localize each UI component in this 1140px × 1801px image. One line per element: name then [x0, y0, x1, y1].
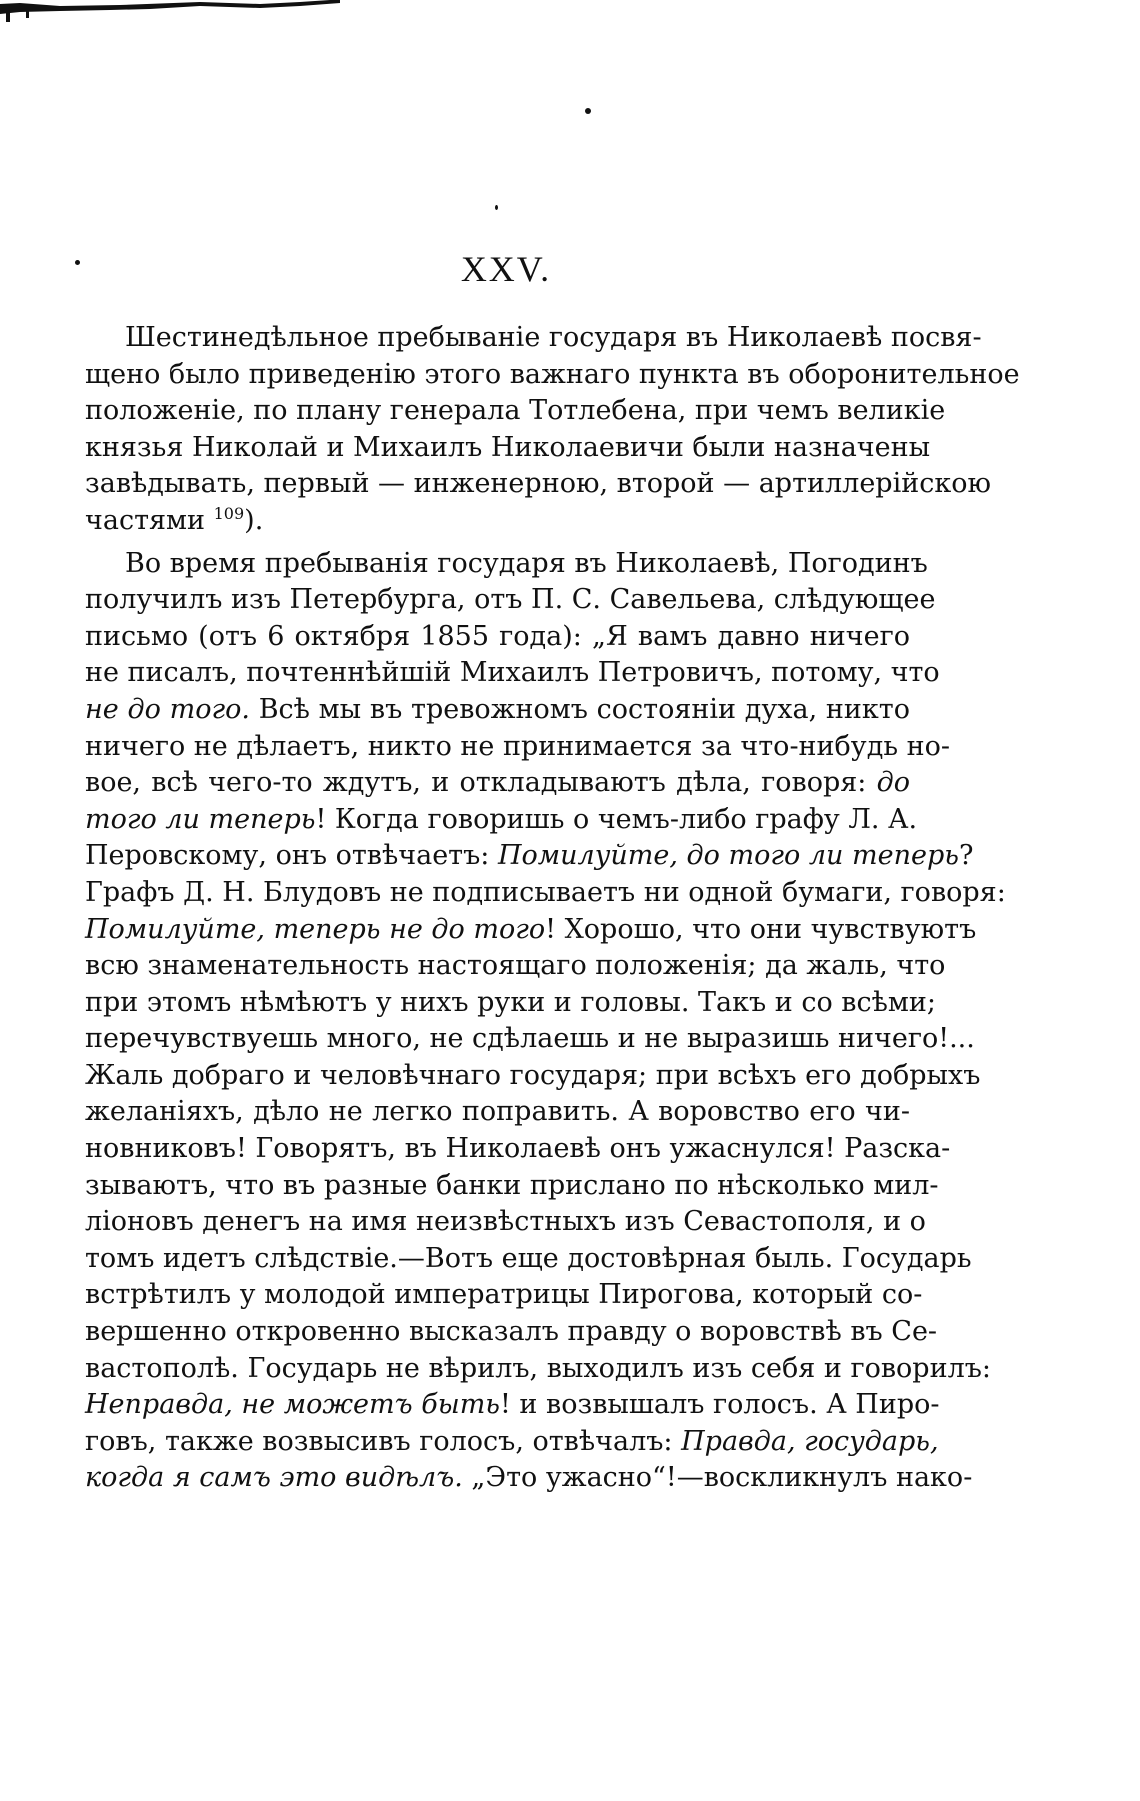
text-line [85, 1094, 910, 1131]
text-segment: вое, всѣ чего-то ждутъ, и откладываютъ дѣла, говоря: [85, 767, 877, 799]
text-segment: зываютъ, что въ разные банки прислано по нѣсколько мил- [85, 1169, 939, 1201]
emphasis-text: не до того. [85, 693, 250, 725]
chapter-heading: XXV. [460, 249, 552, 289]
text-segment: ). [244, 504, 264, 536]
text-segment: ничего не дѣлаетъ, никто не принимается за что-нибудь но- [85, 730, 950, 762]
text-line [85, 619, 910, 656]
text-segment: князья Николай и Михаилъ Николаевичи были назначены [85, 431, 931, 463]
paragraph [85, 546, 1006, 1497]
text-segment: новниковъ! Говорятъ, въ Николаевѣ онъ ужаснулся! Разска- [85, 1133, 951, 1165]
text-line [85, 655, 940, 692]
text-line [85, 1021, 975, 1058]
text-segment: всю знаменательность настоящаго положенія; да жаль, что [85, 950, 946, 982]
text-segment: говъ, также возвысивъ голосъ, отвѣчалъ: [85, 1425, 682, 1457]
text-segment: Графъ Д. Н. Блудовъ не подписываетъ ни одной бумаги, говоря: [85, 876, 1006, 908]
scan-speck [495, 205, 498, 210]
text-line [85, 1131, 951, 1168]
text-line [85, 1168, 939, 1205]
text-line [85, 1241, 972, 1278]
emphasis-text: Правда, государь, [681, 1425, 939, 1457]
text-segment: положеніе, по плану генерала Тотлебена, при чемъ великіе [85, 395, 946, 427]
text-segment: ! и возвышалъ голосъ. А Пиро- [500, 1389, 940, 1421]
text-line [85, 546, 928, 583]
text-line [85, 1387, 940, 1424]
text-segment: ? [958, 840, 974, 872]
text-line [85, 912, 977, 949]
text-segment: перечувствуешь много, не сдѣлаешь и не выразишь ничего!... [85, 1023, 975, 1055]
text-line [85, 875, 1006, 912]
text-segment: завѣдывать, первый — инженерною, второй — артиллерійскою [85, 468, 991, 500]
text-line [85, 357, 1020, 394]
text-segment: получилъ изъ Петербурга, отъ П. С. Савельева, слѣдующее [85, 584, 936, 616]
text-line [85, 1314, 938, 1351]
text-segment: Всѣ мы въ тревожномъ состояніи духа, никто [249, 693, 910, 725]
text-line [85, 1058, 981, 1095]
text-line [85, 1204, 926, 1241]
footnote-marker: 109 [213, 503, 245, 523]
text-line [85, 838, 974, 875]
text-line [85, 1277, 923, 1314]
text-line [85, 1351, 992, 1388]
text-line [85, 1460, 973, 1497]
text-segment: желаніяхъ, дѣло не легко поправить. А воровство его чи- [85, 1096, 910, 1128]
text-line [85, 466, 991, 503]
text-line [85, 985, 936, 1022]
text-segment: Жаль добраго и человѣчнаго государя; при всѣхъ его добрыхъ [85, 1059, 981, 1091]
text-line [85, 765, 910, 802]
text-line [85, 729, 950, 766]
text-segment: письмо (отъ 6 октября 1855 года): „Я вамъ давно ничего [85, 620, 910, 652]
text-line [85, 320, 982, 357]
text-segment: вершенно откровенно высказалъ правду о воровствѣ въ Се- [85, 1316, 938, 1348]
text-segment: щено было приведенію этого важнаго пункта въ оборонительное [85, 358, 1020, 390]
text-segment: вастополѣ. Государь не вѣрилъ, выходилъ изъ себя и говорилъ: [85, 1352, 992, 1384]
text-segment: ! Хорошо, что они чувствуютъ [545, 913, 977, 945]
text-segment: Шестинедѣльное пребываніе государя въ Николаевѣ посвя- [125, 322, 982, 353]
text-line [85, 948, 946, 985]
text-line [85, 393, 946, 430]
body-text [85, 320, 1020, 1497]
emphasis-text: до [876, 767, 910, 799]
text-line [85, 430, 931, 467]
text-segment: Перовскому, онъ отвѣчаетъ: [85, 840, 498, 872]
text-line [85, 582, 936, 619]
emphasis-text: Помилуйте, теперь не до того [85, 913, 546, 945]
scan-edge-mark [0, 0, 340, 22]
text-segment: ! Когда говоришь о чемъ-либо графу Л. А. [315, 803, 918, 835]
emphasis-text: Неправда, не можетъ быть [85, 1389, 500, 1421]
text-line [85, 692, 910, 729]
paragraph [85, 320, 1020, 540]
emphasis-text: когда я самъ это видѣлъ. [85, 1462, 463, 1494]
text-segment: ліоновъ денегъ на имя неизвѣстныхъ изъ Севастополя, и о [85, 1206, 926, 1238]
scan-speck [585, 108, 591, 114]
text-line [85, 1424, 939, 1461]
text-line [85, 802, 918, 839]
text-segment: томъ идетъ слѣдствіе.—Вотъ еще достовѣрная быль. Государь [85, 1242, 972, 1274]
text-segment: встрѣтилъ у молодой императрицы Пирогова, который со- [85, 1279, 923, 1311]
emphasis-text: Помилуйте, до того ли теперь [497, 840, 959, 872]
emphasis-text: того ли теперь [85, 803, 316, 835]
text-line [85, 503, 910, 540]
text-segment: Во время пребыванія государя въ Николаевѣ, Погодинъ [125, 547, 928, 579]
text-segment: „Это ужасно“!—воскликнулъ нако- [462, 1462, 973, 1494]
text-segment: при этомъ нѣмѣютъ у нихъ руки и головы. Такъ и со всѣми; [85, 986, 936, 1018]
text-segment: не писалъ, почтеннѣйшій Михаилъ Петровичъ, потому, что [85, 657, 940, 689]
text-segment: частями [85, 504, 214, 536]
